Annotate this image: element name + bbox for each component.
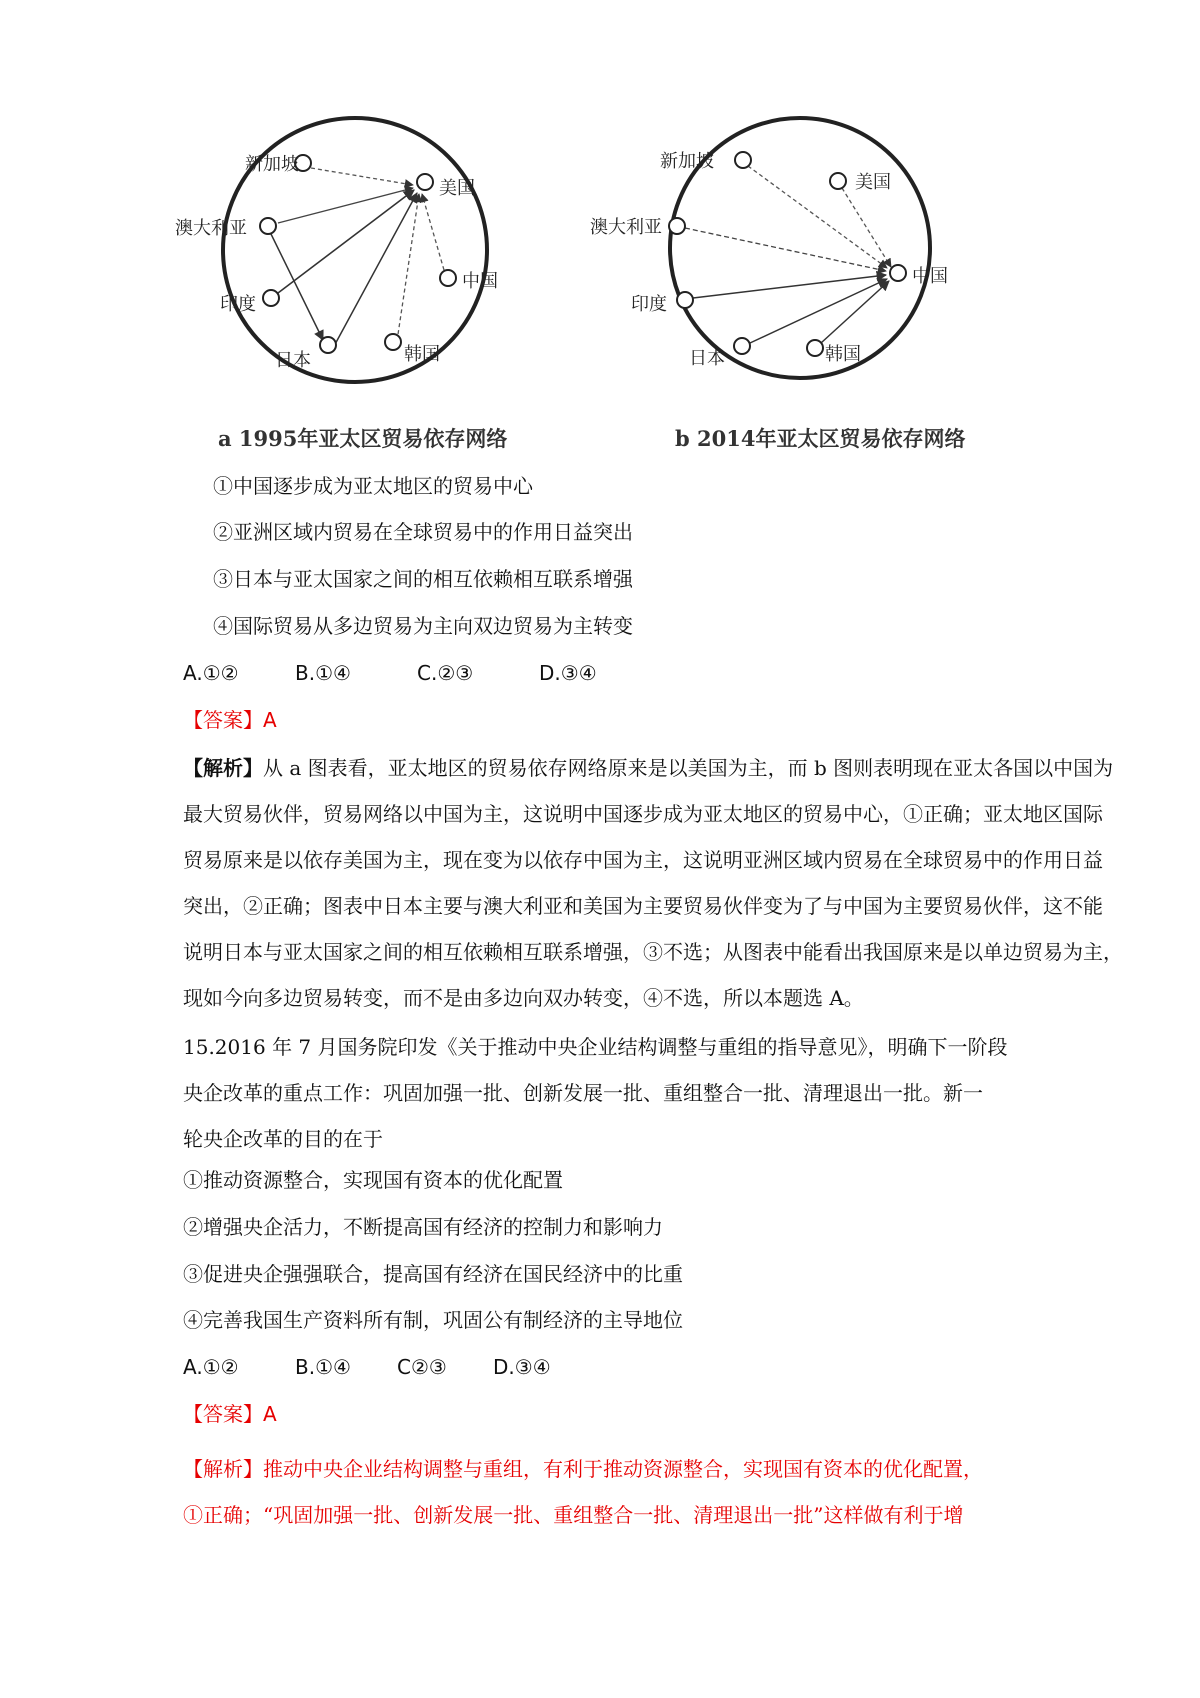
label-china: 中国 [912,266,948,287]
label-australia: 澳大利亚 [175,218,247,239]
q14-statement-1: ①中国逐步成为亚太地区的贸易中心 [213,474,533,498]
figure-b-trade-network-2014 [590,130,1085,450]
q15-answer-value: A [263,1402,277,1426]
label-china: 中国 [462,271,498,292]
q15-analysis-line-2: ①正确；“巩固加强一批、创新发展一批、重组整合一批、清理退出一批”这样做有利于增 [183,1503,964,1527]
link-korea-usa [397,194,419,341]
q15-option-b: B.①④ [295,1355,351,1379]
q15-statement-3: ③促进央企强强联合，提高国有经济在国民经济中的比重 [183,1262,683,1286]
q15-options [183,1353,551,1381]
q15-statement-1: ①推动资源整合，实现国有资本的优化配置 [183,1168,563,1192]
label-japan: 日本 [689,348,725,369]
node-korea [385,334,401,350]
label-usa: 美国 [855,172,891,193]
link-india-china [693,275,886,298]
q14-option-a: A.①② [183,661,239,685]
node-india [263,290,279,306]
node-india [677,292,693,308]
figure-b-caption: b 2014年亚太区贸易依存网络 [675,426,966,451]
q15-stem-line-2: 央企改革的重点工作：巩固加强一批、创新发展一批、重组整合一批、清理退出一批。新一 [183,1081,983,1105]
q15-analysis [183,1446,1163,1538]
node-usa [417,174,433,190]
q15-statement-2: ②增强央企活力，不断提高国有经济的控制力和影响力 [183,1215,663,1239]
q14-analysis-line-1: 从 a 图表看，亚太地区的贸易依存网络原来是以美国为主，而 b 图则表明现在亚太各国以中国为 [263,756,1114,780]
label-usa: 美国 [439,178,475,199]
q14-option-b: B.①④ [295,661,351,685]
label-india: 印度 [631,294,667,315]
q14-statement-4: ④国际贸易从多边贸易为主向双边贸易为主转变 [213,614,633,638]
q14-analysis [183,745,1163,1021]
link-china-usa [422,194,444,270]
label-japan: 日本 [275,350,311,371]
q15-answer-tag: 【答案】 [183,1402,263,1426]
q14-answer-tag: 【答案】 [183,708,263,732]
q15-analysis-tag: 【解析】 [183,1457,263,1481]
q14-analysis-tag: 【解析】 [183,756,263,780]
node-japan [320,337,336,353]
label-singapore: 新加坡 [660,151,714,172]
link-usa-china [842,188,891,267]
q14-option-d: D.③④ [539,661,597,685]
q14-analysis-line-6: 现如今向多边贸易转变，而不是由多边向双办转变，④不选，所以本题选 A。 [183,986,864,1010]
q15-statement-4: ④完善我国生产资料所有制，巩固公有制经济的主导地位 [183,1308,683,1332]
label-india: 印度 [220,294,256,315]
figure-a-trade-network-1995 [165,130,625,450]
link-australia-japan [271,234,323,340]
q15-option-a: A.①② [183,1355,239,1379]
q15-stem-line-1: 15.2016 年 7 月国务院印发《关于推动中央企业结构调整与重组的指导意见》，明确下一阶段 [183,1035,1008,1059]
node-china [890,265,906,281]
q15-option-c: C②③ [397,1355,447,1379]
q14-analysis-line-2: 最大贸易伙伴，贸易网络以中国为主，这说明中国逐步成为亚太地区的贸易中心，①正确；亚太地区国际 [183,802,1103,826]
q15-answer [183,1400,277,1428]
label-korea: 韩国 [404,344,440,365]
q15-analysis-line-1: 推动中央企业结构调整与重组，有利于推动资源整合，实现国有资本的优化配置， [263,1457,983,1481]
node-usa [830,173,846,189]
node-china [440,270,456,286]
q15-stem-line-3: 轮央企改革的目的在于 [183,1127,383,1151]
q14-option-c: C.②③ [417,661,474,685]
q14-options [183,659,597,687]
q15-option-d: D.③④ [493,1355,551,1379]
link-japan-usa [333,193,417,348]
q14-analysis-line-4: 突出，②正确；图表中日本主要与澳大利亚和美国为主要贸易伙伴变为了与中国为主要贸易伙伴，这不能 [183,894,1103,918]
link-korea-china [821,281,889,343]
node-japan [734,338,750,354]
q14-answer [183,706,277,734]
node-australia [669,218,685,234]
label-singapore: 新加坡 [245,154,299,175]
link-singapore-usa [311,168,413,185]
label-korea: 韩国 [825,344,861,365]
q14-analysis-line-3: 贸易原来是以依存美国为主，现在变为以依存中国为主，这说明亚洲区域内贸易在全球贸易中的作用日益 [183,848,1103,872]
node-australia [260,218,276,234]
node-korea [807,340,823,356]
label-australia: 澳大利亚 [590,217,662,238]
q14-statement-2: ②亚洲区域内贸易在全球贸易中的作用日益突出 [213,520,633,544]
link-australia-china [685,228,886,271]
figure-a-caption: a 1995年亚太区贸易依存网络 [218,426,508,451]
q15-stem [183,1024,1163,1162]
q14-answer-value: A [263,708,277,732]
q14-analysis-line-5: 说明日本与亚太国家之间的相互依赖相互联系增强，③不选；从图表中能看出我国原来是以单边贸易为主， [183,940,1123,964]
q14-statement-3: ③日本与亚太国家之间的相互依赖相互联系增强 [213,567,633,591]
node-singapore [735,152,751,168]
